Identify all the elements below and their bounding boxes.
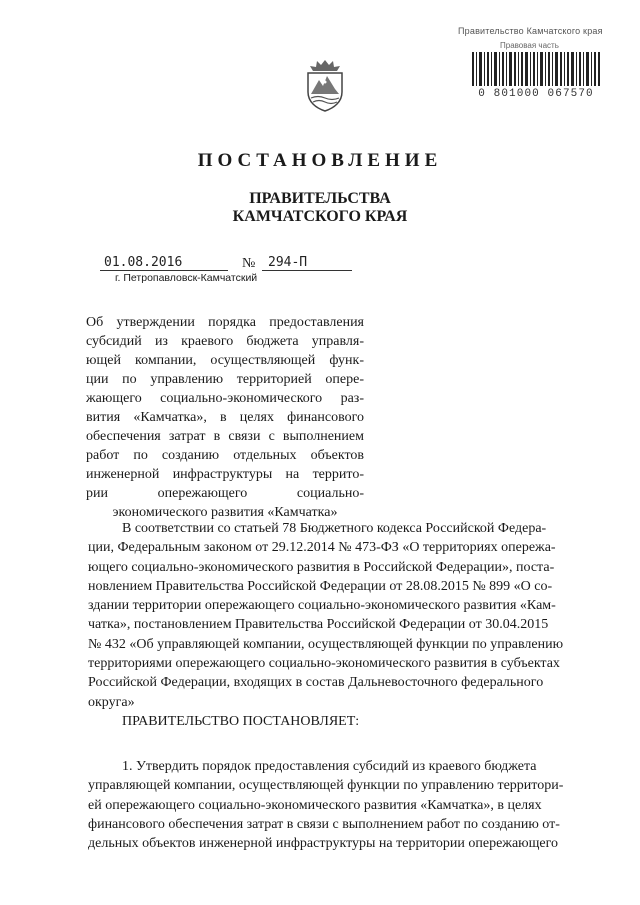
preamble-line: чатка», постановлением Правительства Российской Федерации от 30.04.2015 (88, 617, 549, 633)
item-line: управляющей компании, осуществляющей функции по управлению территори- (88, 778, 564, 794)
coat-of-arms-icon (304, 58, 346, 112)
subject-line: ющей компании, осуществляющей функ- (86, 353, 364, 368)
document-date: 01.08.2016 (104, 255, 183, 270)
subject-line: работ по созданию отдельных объектов (86, 448, 364, 463)
preamble-line: ющего социально-экономического развития в Российской Федерации», поста- (88, 559, 555, 575)
subject-line: субсидий из краевого бюджета управля- (86, 334, 364, 349)
barcode-number: 0 801000 067570 (478, 88, 594, 100)
subject-line: рии опережающего социально- (86, 486, 364, 501)
document-title: ПОСТАНОВЛЕНИЕ (197, 150, 443, 171)
item-line: дельных объектов инженерной инфраструктуры на территории опережающего (88, 836, 559, 852)
subject-block (86, 313, 364, 522)
number-underline (262, 270, 352, 271)
government-line-2: КАМЧАТСКОГО КРАЯ (232, 208, 408, 225)
subject-line: жающего социально-экономического раз- (86, 391, 364, 406)
subject-line: инженерной инфраструктуры на террито- (86, 467, 364, 482)
number-label: № (242, 256, 256, 271)
subject-line: обеспечения затрат в связи с выполнением (86, 429, 364, 444)
government-line-1: ПРАВИТЕЛЬСТВА (249, 190, 391, 207)
preamble-line: В соответствии со статьей 78 Бюджетного кодекса Российской Федера- (122, 521, 547, 536)
date-underline (100, 270, 228, 271)
preamble-line: новлением Правительства Российской Федерации от 28.08.2015 № 899 «О со- (88, 578, 553, 594)
item-line: ей опережающего социально-экономического развития «Камчатка», в целях (88, 797, 542, 813)
preamble-line: территориями опережающего социально-экономического развития в субъектах (88, 656, 560, 672)
preamble-line: здании территории опережающего социально-экономического развития «Кам- (88, 598, 556, 614)
barcode (472, 52, 600, 86)
item-line: 1. Утвердить порядок предоставления субсидий из краевого бюджета (122, 759, 537, 774)
preamble-line: округа» (88, 694, 135, 710)
item-1-paragraph (88, 757, 590, 853)
preamble-line: Российской Федерации, входящих в состав Дальневосточного федерального (88, 675, 544, 691)
preamble-paragraph (88, 519, 590, 712)
document-city: г. Петропавловск-Камчатский (115, 272, 258, 284)
item-line: финансового обеспечения затрат в связи с выполнением работ по созданию от- (88, 816, 560, 832)
subject-line: экономического развития «Камчатка» (112, 505, 338, 520)
stamp-organization: Правительство Камчатского края (458, 26, 603, 36)
document-number: 294-П (268, 255, 308, 270)
subject-line: Об утверждении порядка предоставления (86, 315, 364, 330)
resolves-heading: ПРАВИТЕЛЬСТВО ПОСТАНОВЛЯЕТ: (122, 714, 360, 729)
subject-line: вития «Камчатка», в целях финансового (86, 410, 364, 425)
stamp-subtitle: Правовая часть (500, 41, 559, 50)
subject-line: ции по управлению территорией опере- (86, 372, 364, 387)
preamble-line: ции, Федеральным законом от 29.12.2014 № 473-ФЗ «О территориях опережа- (88, 540, 556, 556)
preamble-line: № 432 «Об управляющей компании, осуществляющей функции по управлению (88, 636, 564, 652)
